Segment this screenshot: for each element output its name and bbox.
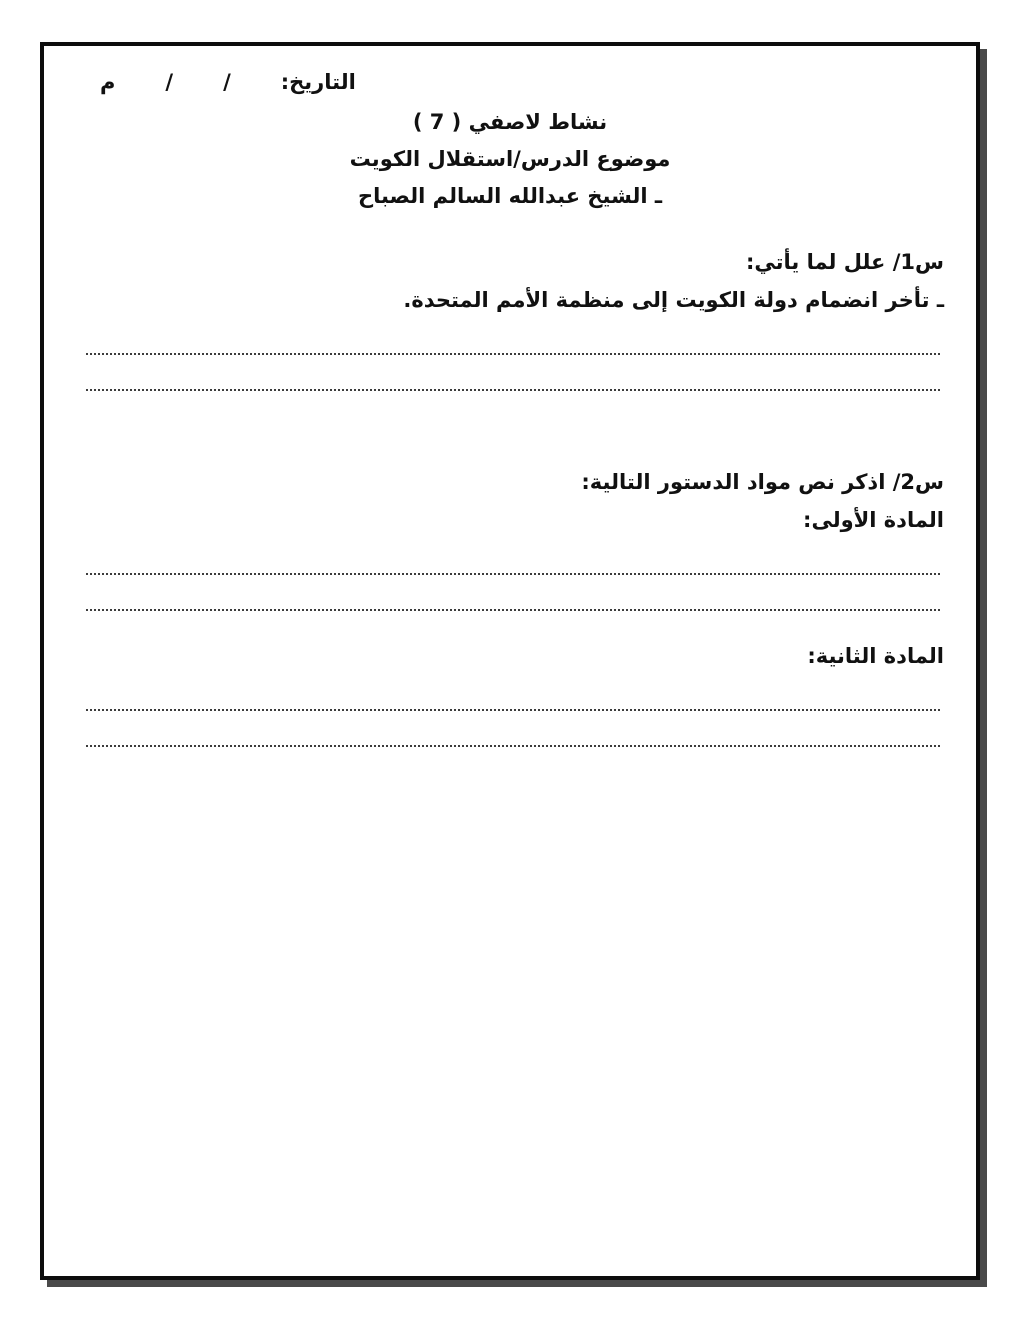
- question2-heading: س2/ اذكر نص مواد الدستور التالية:: [581, 470, 944, 494]
- question1-item: ـ تأخر انضمام دولة الكويت إلى منظمة الأمم المتحدة.: [403, 288, 944, 312]
- date-slash-1: /: [223, 70, 231, 94]
- article2-label: المادة الثانية:: [807, 644, 944, 668]
- question2-block: [76, 463, 944, 747]
- article1-label: المادة الأولى:: [803, 508, 944, 532]
- date-slash-2: /: [165, 70, 174, 94]
- answer-line: [86, 353, 940, 355]
- page-border-frame: [40, 42, 980, 1280]
- answer-line: [86, 745, 940, 747]
- answer-line: [86, 709, 940, 711]
- sheikh-name-title: ـ الشيخ عبدالله السالم الصباح: [357, 184, 663, 208]
- answer-line: [86, 609, 940, 611]
- date-row: [76, 70, 944, 104]
- lesson-subject-title: موضوع الدرس/استقلال الكويت: [349, 147, 671, 171]
- answer-line: [86, 389, 940, 391]
- activity-title: نشاط لاصفي ( 7 ): [412, 110, 608, 134]
- question1-block: [76, 243, 944, 391]
- answer-line: [86, 573, 940, 575]
- question1-heading: س1/ علل لما يأتي:: [745, 250, 944, 274]
- date-meem-label: م: [100, 70, 116, 94]
- date-label: التاريخ:: [280, 70, 356, 94]
